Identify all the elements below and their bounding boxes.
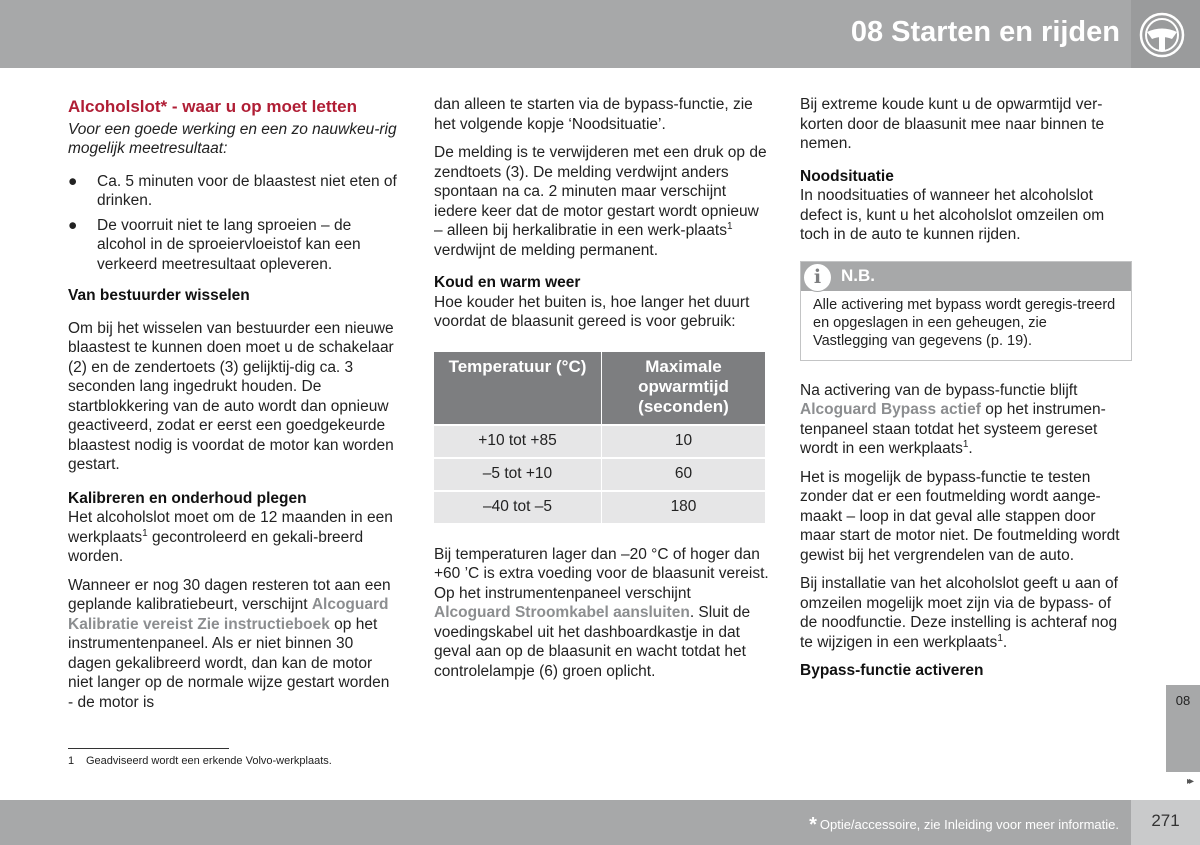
table-cell: 180: [602, 490, 765, 523]
next-page-arrows-icon: ▸▸: [1187, 776, 1192, 787]
table-cell: +10 tot +85: [434, 424, 602, 457]
bullet-icon: ●: [68, 216, 78, 234]
display-message: Alcoguard Stroomkabel aansluiten: [434, 604, 690, 621]
note-title: N.B.: [841, 265, 875, 285]
footnote: [68, 755, 332, 767]
steering-wheel-icon: [1139, 12, 1185, 58]
footnote-ref: 1: [142, 527, 148, 539]
footnote-number: 1: [68, 755, 75, 767]
column-1: [68, 95, 398, 721]
subheading-weather: Koud en warm weer: [434, 274, 581, 291]
paragraph-switch-driver: Om bij het wisselen van bestuurder een nieuwe blaastest te kunnen doen moet u de schakelaar (2) en de zendertoets (3) gelijktij-dig ca. 3 seconden lang ingedrukt houden. De startblokkering van de auto wordt dan opnieuw geactiveerd, zodat er eerst een goedgekeurde blaastest nodig is voordat de motor kan worden gestart.: [68, 319, 394, 473]
table-row: [434, 490, 765, 523]
table-cell: –5 tot +10: [434, 457, 602, 490]
footnote-ref: 1: [997, 632, 1003, 644]
page-footer: [0, 800, 1200, 845]
subheading-bypass-activate: Bypass-functie activeren: [800, 662, 984, 679]
subheading-calibration: Kalibreren en onderhoud plegen: [68, 489, 307, 507]
footnote-ref: 1: [726, 220, 733, 232]
section-heading-alcoholslot: Alcoholslot* - waar u op moet letten: [68, 97, 358, 116]
intro-text: Voor een goede werking en een zo nauwkeu-rig mogelijk meetresultaat:: [68, 120, 397, 157]
subheading-emergency: Noodsituatie: [800, 167, 894, 185]
list-item: ● Ca. 5 minuten voor de blaastest niet eten of drinken.: [68, 172, 397, 209]
table-cell: 60: [602, 457, 765, 490]
footnote-text: Geadviseerd wordt een erkende Volvo-werkplaats.: [86, 755, 332, 767]
table-cell: –40 tot –5: [434, 490, 602, 523]
paragraph-bypass-test: Het is mogelijk de bypass-functie te testen zonder dat er een foutmelding wordt aange-maakt – loop in dat geval alle stappen door maar start de motor niet. De foutmelding wordt gewist bij het vergrendelen van de auto.: [800, 468, 1120, 564]
note-box: [800, 261, 1132, 361]
list-item: ● De voorruit niet te lang sproeien – de alcohol in de sproeiervloeistof kan een verkeerd meetresultaat opleveren.: [68, 216, 361, 273]
column-3: [800, 95, 1132, 681]
paragraph-message-removal: De melding is te verwijderen met een druk op de zendtoets (3). De melding verdwijnt anders spontaan na ca. 2 minuten maar verschijnt iedere keer dat de motor gestart wordt opnieuw – alleen bij herkalibratie in een werk-plaats$^1$ verdwijnt de melding permanent.: [434, 144, 767, 259]
table-row: [434, 457, 765, 490]
bullet-icon: ●: [68, 172, 78, 190]
footnote-ref: 1: [962, 438, 969, 450]
footer-note: * Optie/accessoire, zie Inleiding voor meer informatie.: [809, 814, 1119, 836]
table-cell: 10: [602, 424, 765, 457]
note-text: Alle activering met bypass wordt geregis-treerd en opgeslagen in een geheugen, zie Vastlegging van gegevens (p. 19).: [813, 296, 1116, 349]
paragraph-calibration: Het alcoholslot moet om de 12 maanden in een werkplaats$^1$ gecontroleerd en gekali-breerd worden.: [68, 509, 393, 565]
warmup-time-table: [434, 352, 765, 523]
table-header-temperature: Temperatuur (°C): [434, 352, 602, 424]
chapter-title: 08 Starten en rijden: [850, 16, 1120, 48]
paragraph-emergency: In noodsituaties of wanneer het alcoholslot defect is, kunt u het alcoholslot omzeilen om toch in de auto te kunnen rijden.: [800, 187, 1105, 243]
asterisk-icon: *: [809, 814, 817, 836]
table-header-row: [434, 352, 765, 424]
table-header-warmup: Maximale opwarmtijd (seconden): [602, 352, 765, 424]
chapter-side-tab: 08: [1166, 685, 1200, 772]
bullet-list: [68, 172, 398, 275]
column-2: [434, 95, 769, 690]
table-row: [434, 424, 765, 457]
paragraph-calibration-message: Wanneer er nog 30 dagen resteren tot aan een geplande kalibratiebeurt, verschijnt Alcoguard Kalibratie vereist Zie instructieboek op het instrumentenpaneel. Als er niet binnen 30 dagen gekalibreerd wordt, dan kan de motor niet langer op de normale wijze gestart worden - de motor is: [68, 576, 391, 711]
display-message: Alcoguard Bypass actief: [800, 401, 981, 418]
info-icon: i: [803, 263, 832, 292]
paragraph-installation: Bij installatie van het alcoholslot geeft u aan of omzeilen mogelijk moet zijn via de bypass- of de noodfunctie. Deze instelling is achteraf nog te wijzigen in een werkplaats$^1$.: [800, 575, 1118, 651]
paragraph-extreme-temperature: Bij temperaturen lager dan –20 °C of hoger dan +60 ’C is extra voeding voor de blaasunit vereist. Op het instrumentenpaneel verschijnt Alcoguard Stroomkabel aansluiten. Sluit de voedingskabel uit het dashboardkastje in dat geval aan op de blaasunit en wacht totdat het controlelampje (6) groen oplicht.: [434, 545, 769, 680]
display-message: Alcoguard Kalibratie vereist Zie instructieboek: [68, 596, 389, 633]
paragraph-bypass-continuation: dan alleen te starten via de bypass-functie, zie het volgende kopje ‘Noodsituatie’.: [434, 96, 753, 133]
paragraph-weather: Hoe kouder het buiten is, hoe langer het duurt voordat de blaasunit gereed is voor gebruik:: [434, 293, 750, 330]
page-number: 271: [1151, 811, 1180, 830]
note-header: [801, 262, 1131, 291]
paragraph-extreme-cold: Bij extreme koude kunt u de opwarmtijd ver-korten door de blaasunit mee naar binnen te nemen.: [800, 96, 1105, 152]
subheading-switch-driver: Van bestuurder wisselen: [68, 287, 250, 304]
paragraph-bypass-active: Na activering van de bypass-functie blijft Alcoguard Bypass actief op het instrumen-tenpaneel staan totdat het systeem gereset wordt in een werkplaats$^1$.: [800, 381, 1106, 457]
footnote-divider: [68, 748, 229, 749]
